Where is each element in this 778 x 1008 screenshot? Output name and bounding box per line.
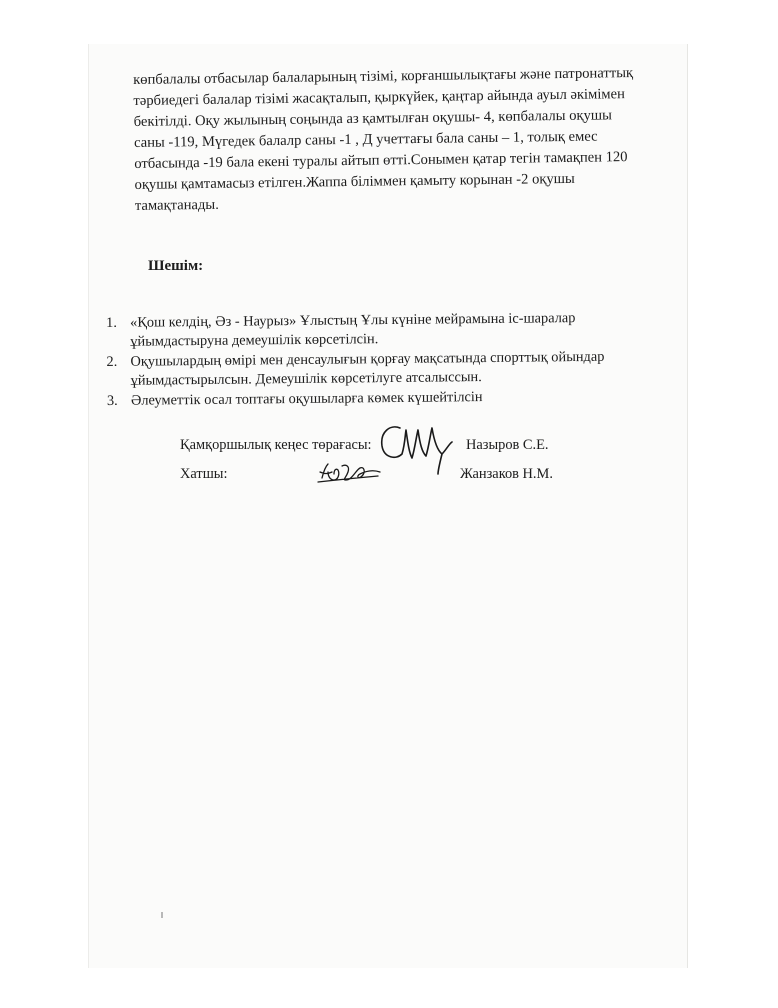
decision-text: Әлеуметтік осал топтағы оқушыларға көмек күшейтілсін — [130, 389, 483, 409]
decision-item — [106, 308, 666, 352]
chair-name: Назыров С.Е. — [466, 437, 549, 453]
paragraph-line: көпбалалы отбасылар балаларының тізімі, корғаншылықтағы және патронаттық — [133, 65, 634, 88]
decision-text: «Қош келдің, Әз - Наурыз» Ұлыстың Ұлы күніне мейрамына іс-шаралар ұйымдастыруна демеушілік көрсетілсін. — [130, 310, 576, 350]
secretary-name: Жанзаков Н.М. — [460, 466, 553, 482]
secretary-signature — [316, 458, 388, 488]
secretary-role-label: Хатшы: — [180, 466, 228, 482]
report-paragraph — [133, 63, 655, 217]
paragraph-line: оқушы қамтамасыз етілген.Жаппа біліммен қамыту корынан -2 оқушы — [134, 170, 575, 193]
paragraph-line: тамақтанады. — [134, 196, 219, 214]
paragraph-line: отбасында -19 бала екені туралы айтып өтті.Сонымен қатар тегін тамақпен 120 — [134, 149, 628, 172]
decision-text: Оқушылардың өмірі мен денсаулығын қорғау мақсатында спорттық ойындар ұйымдастырылсын. Демеушілік көрсетілуге атсалыссын. — [130, 348, 605, 389]
decision-heading: Шешім: — [148, 258, 204, 274]
decision-number: 2. — [106, 353, 118, 370]
decision-number: 1. — [106, 314, 117, 331]
paragraph-line: бекітілді. Оқу жылының соңында аз қамтылған оқушы- 4, көпбалалы оқушы — [133, 107, 613, 130]
decision-number: 3. — [106, 392, 118, 409]
paragraph-line: тәрбиедегі балалар тізімі жасақталып, қыркүйек, қаңтар айында ауыл әкімімен — [133, 86, 625, 109]
decision-item — [106, 347, 666, 391]
paragraph-line: саны -119, Мүгедек балалр саны -1 , Д учеттағы бала саны – 1, толық емес — [133, 128, 598, 151]
chair-role-label: Қамқоршылық кеңес төрағасы: — [180, 437, 372, 453]
decision-list — [106, 308, 667, 411]
scan-mark — [161, 912, 163, 918]
